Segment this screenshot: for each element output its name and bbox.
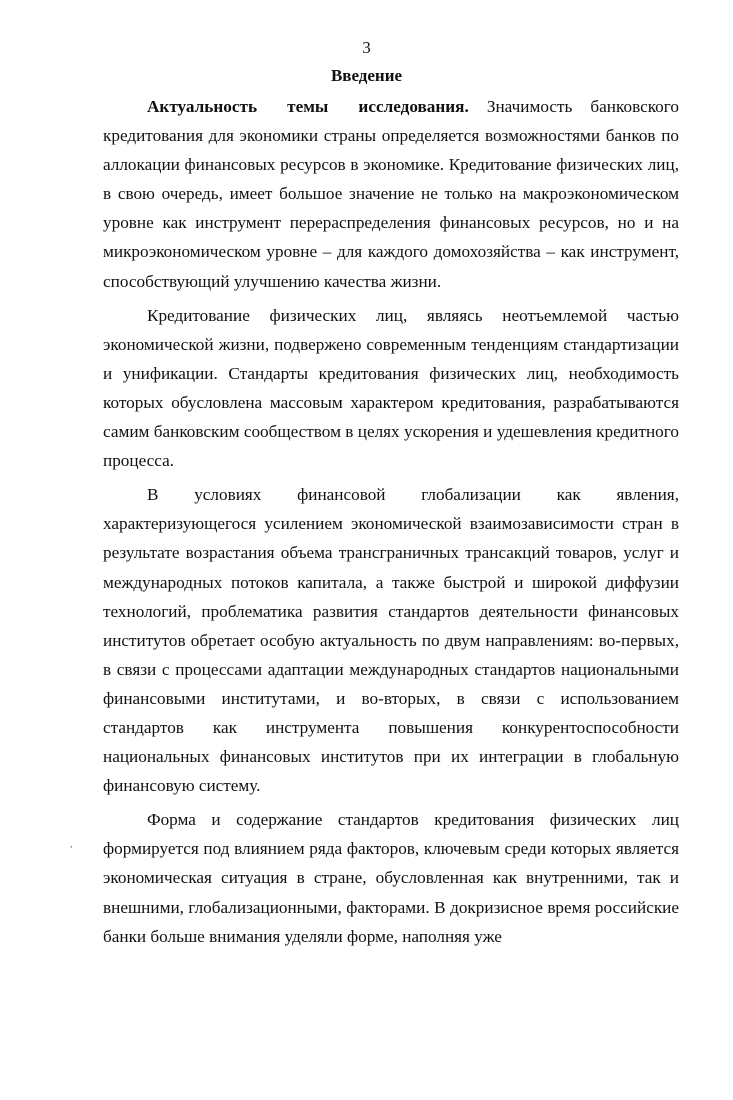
section-heading: Введение [330, 66, 403, 85]
paragraph-globalization: В условиях финансовой глобализации как явления, характеризующегося усилением экономической взаимозависимости стран в результате возрастания объема трансграничных трансакций товаров, услуг и международных потоков капитала, а также быстрой и широкой диффузии технологий, проблематика развития стандартов деятельности финансовых институтов обретает особую актуальность по двум направлениям: во-первых, в связи с процессами адаптации международных стандартов национальными финансовыми институтами, и во-вторых, в связи с использованием стандартов как инструмента повышения конкурентоспособности национальных финансовых институтов при их интеграции в глобальную финансовую систему. [103, 485, 679, 796]
paragraph-text: Значимость банковского кредитования для экономики страны определяется возможностями банков по аллокации финансовых ресурсов в экономике. Кредитование физических лиц, в свою очередь, имеет большое значение не только на макроэкономическом уровне как инструмент перераспределения финансовых ресурсов, но и на микроэкономическом уровне – для каждого домохозяйства – как инструмент, способствующий улучшению качества жизни. [103, 97, 679, 291]
paragraph-lead: Актуальность темы исследования. [147, 97, 469, 116]
paragraph-relevance [103, 92, 679, 296]
page-number: 3 [362, 38, 371, 57]
scan-mark: ꞏ [70, 842, 73, 852]
paragraph-standardization: Кредитование физических лиц, являясь неотъемлемой частью экономической жизни, подвержено современным тенденциям стандартизации и унификации. Стандарты кредитования физических лиц, необходимость которых обусловлена массовым характером кредитования, разрабатываются самим банковским сообществом в целях ускорения и удешевления кредитного процесса. [103, 305, 679, 471]
body-text [103, 92, 679, 956]
paragraph-form-content: Форма и содержание стандартов кредитования физических лиц формируется под влиянием ряда факторов, ключевым среди которых является экономическая ситуация в стране, обусловленная как внутренними, так и внешними, глобализационными, факторами. В докризисное время российские банки больше внимания уделяли форме, наполняя уже [103, 810, 679, 946]
